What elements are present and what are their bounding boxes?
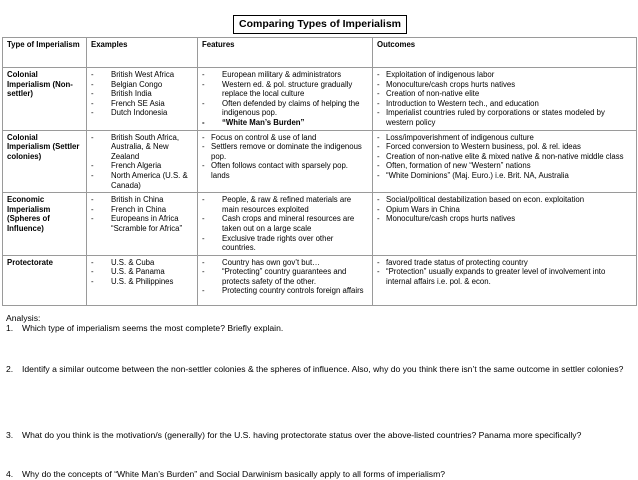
list-item: - North America (U.S. & Canada) xyxy=(91,170,188,190)
analysis-section xyxy=(6,313,632,479)
list-item: - Belgian Congo xyxy=(91,79,163,89)
list-item: - “White Dominions” (Maj. Euro.) i.e. Brit. NA, Australia xyxy=(377,170,569,180)
table-row-economic xyxy=(3,193,637,256)
list-item: - Dutch Indonesia xyxy=(91,108,168,118)
row-features xyxy=(198,193,373,256)
list-item: - Often defended by claims of helping the indigenous pop. xyxy=(202,98,360,118)
column-header-type: Type of Imperialism xyxy=(3,38,87,68)
row-examples xyxy=(87,255,198,305)
table-row-colonial-settler xyxy=(3,130,637,193)
list-item: - “Protection” usually expands to greater level of involvement into internal affairs i.e. pol. & econ. xyxy=(377,267,606,286)
column-header-features: Features xyxy=(198,38,373,68)
list-item: - Creation of non-native elite xyxy=(377,89,480,99)
column-header-outcomes: Outcomes xyxy=(373,38,637,68)
list-item: - U.S. & Philippines xyxy=(91,276,174,286)
document-title: Comparing Types of Imperialism xyxy=(233,15,407,34)
analysis-question-4: 4. Why do the concepts of “White Man’s Burden” and Social Darwinism basically apply to all forms of imperialism? xyxy=(6,469,446,479)
imperialism-table xyxy=(2,37,637,306)
list-item: - Exclusive trade rights over other countries. xyxy=(202,233,334,253)
row-features xyxy=(198,130,373,193)
analysis-question-3: 3. What do you think is the motivation/s (generally) for the U.S. having protectorate status over the above-listed countries? Panama more specifically? xyxy=(6,430,582,440)
list-item: - Settlers remove or dominate the indigenous pop. xyxy=(202,142,362,161)
list-item: - “Protecting” country guarantees and protects safety of the other. xyxy=(202,267,347,286)
list-item: - British in China xyxy=(91,195,164,205)
row-type: Protectorate xyxy=(3,255,87,305)
list-item: - People, & raw & refined materials are main resources exploited xyxy=(202,195,352,214)
row-outcomes xyxy=(373,130,637,193)
list-item: - French in China xyxy=(91,204,167,214)
list-item: - British India xyxy=(91,89,152,99)
table-header-row xyxy=(3,38,637,68)
list-item: - British West Africa xyxy=(91,70,175,79)
list-item: - Cash crops and mineral resources are taken out on a large scale xyxy=(202,214,355,233)
list-item: - U.S. & Cuba xyxy=(91,257,155,267)
list-item: - Forced conversion to Western business, pol. & rel. ideas xyxy=(377,142,581,152)
row-examples xyxy=(87,130,198,193)
list-item: - Opium Wars in China xyxy=(377,204,460,214)
list-item: - Europeans in Africa “Scramble for Africa” xyxy=(91,214,183,233)
row-type: Colonial Imperialism (Non-settler) xyxy=(3,68,87,131)
list-item: - Social/political destabilization based on econ. exploitation xyxy=(377,195,585,205)
analysis-label: Analysis: xyxy=(6,313,41,323)
row-type: Colonial Imperialism (Settler colonies) xyxy=(3,130,87,193)
table-row-protectorate xyxy=(3,255,637,305)
analysis-question-2: 2. Identify a similar outcome between the non-settler colonies & the spheres of influence. Also, why do you think there isn’t the same outcome in settler colonies? xyxy=(6,364,624,374)
list-item: - Often, formation of new “Western” nations xyxy=(377,161,531,171)
row-type: Economic Imperialism (Spheres of Influence) xyxy=(3,193,87,256)
list-item: - Country has own gov’t but… xyxy=(202,257,320,267)
list-item: - Protecting country controls foreign affairs xyxy=(202,286,364,296)
table-row-colonial-non-settler xyxy=(3,68,637,131)
list-item: - Western ed. & pol. structure gradually replace the local culture xyxy=(202,79,353,99)
row-features xyxy=(198,68,373,131)
list-item: - Creation of non-native elite & mixed native & non-native middle class xyxy=(377,151,624,161)
row-examples xyxy=(87,68,198,131)
column-header-examples: Examples xyxy=(87,38,198,68)
list-item: - favored trade status of protecting country xyxy=(377,257,528,267)
row-features xyxy=(198,255,373,305)
list-item: - British South Africa, Australia, & New Zealand xyxy=(91,132,180,161)
list-item: - Introduction to Western tech., and education xyxy=(377,98,539,108)
list-item: - Imperialist countries ruled by corporations or states modeled by western policy xyxy=(377,108,605,127)
list-item: - “White Man’s Burden” xyxy=(202,117,305,127)
row-outcomes xyxy=(373,255,637,305)
list-item: - Monoculture/cash crops hurts natives xyxy=(377,214,516,224)
list-item: - Monoculture/cash crops hurts natives xyxy=(377,79,516,89)
list-item: - Focus on control & use of land xyxy=(202,132,317,142)
list-item: - French SE Asia xyxy=(91,98,165,108)
list-item: - U.S. & Panama xyxy=(91,267,165,277)
list-item: - European military & administrators xyxy=(202,70,342,79)
list-item: - Exploitation of indigenous labor xyxy=(377,70,495,79)
list-item: - French Algeria xyxy=(91,161,162,171)
list-item: - Loss/impoverishment of indigenous culture xyxy=(377,132,534,142)
row-examples xyxy=(87,193,198,256)
row-outcomes xyxy=(373,68,637,131)
row-outcomes xyxy=(373,193,637,256)
list-item: - Often follows contact with sparsely pop. lands xyxy=(202,161,348,180)
analysis-question-1: 1. Which type of imperialism seems the most complete? Briefly explain. xyxy=(6,323,284,333)
